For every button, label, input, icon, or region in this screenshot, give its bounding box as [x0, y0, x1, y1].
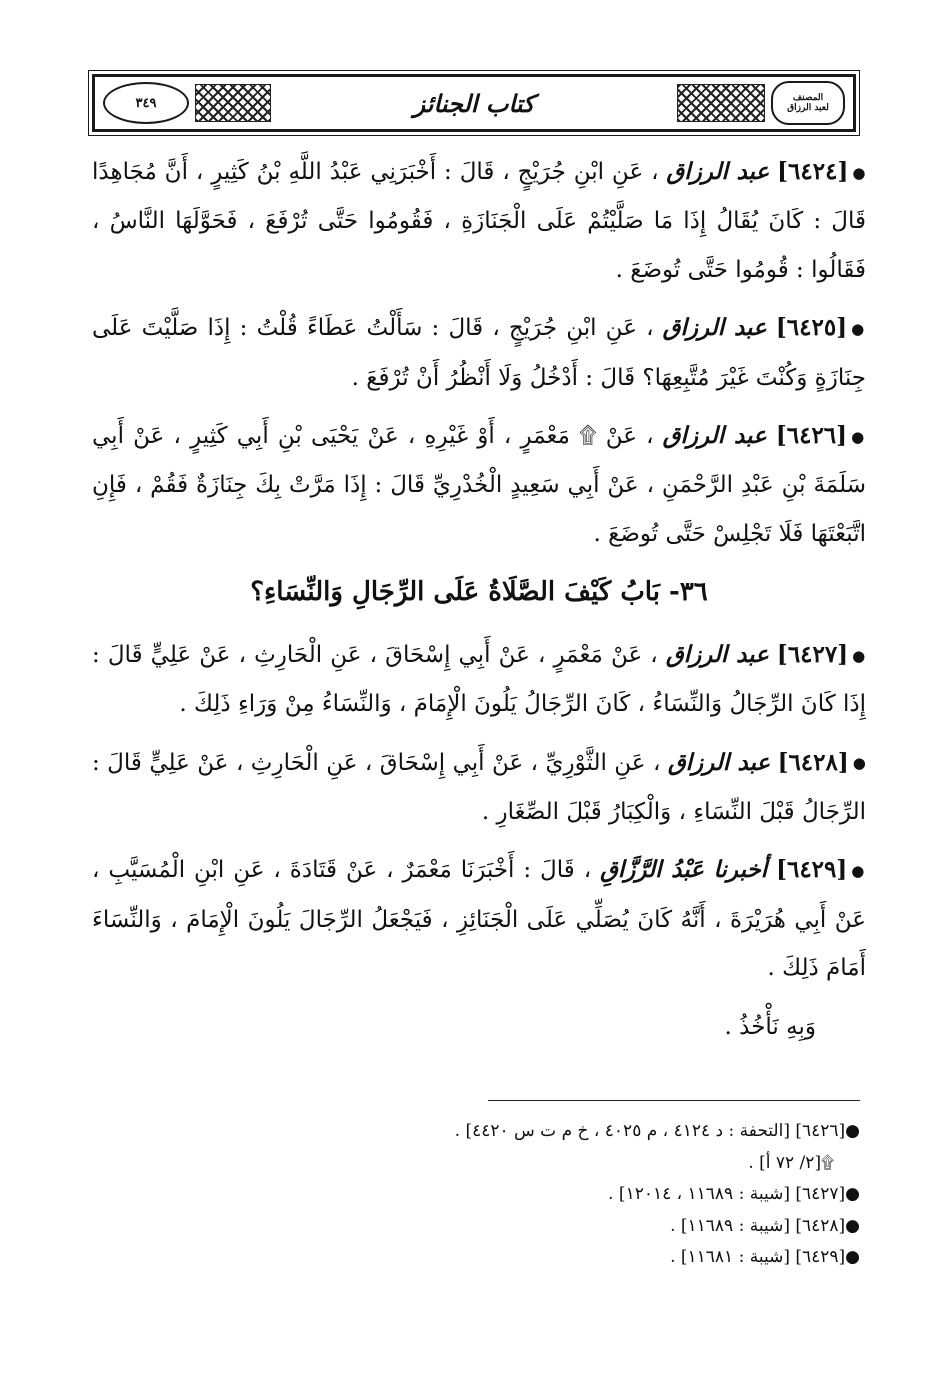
- hadith-number: [٦٤٢٤]: [777, 158, 849, 185]
- footnote-divider: [488, 1100, 860, 1101]
- emblem-line-1: المصنف: [792, 92, 824, 103]
- narrator: عبد الرزاق: [662, 314, 767, 342]
- closing-line: وَبِهِ نَأْخُذُ .: [724, 1013, 816, 1040]
- hadith-text: ، عَنِ ابْنِ جُرَيْجٍ ، قَالَ : سَأَلْتُ عَطَاءً قُلْتُ : إِذَا صَلَّيْتَ عَلَى جِنَازَةٍ وَكُنْتَ غَيْرَ مُتَّبِعِهَا؟ قَالَ : أَدْخُلُ وَلَا أَنْظُرُ أَنْ تُرْفَعَ .: [92, 315, 866, 391]
- bullet-icon: ●: [851, 427, 866, 446]
- footnote-6428: ●[٦٤٢٨] [شيبة : ١١٦٨٩] .: [670, 1215, 860, 1236]
- hadith-number: [٦٤٢٥]: [775, 314, 848, 342]
- ornament-pattern-icon: [195, 84, 271, 122]
- footnotes: [100, 1116, 860, 1274]
- page-number: ٣٤٩: [103, 82, 189, 124]
- hadith-6427: [92, 631, 866, 729]
- hadith-6424: [92, 148, 866, 294]
- bullet-icon: ●: [852, 754, 866, 773]
- chapter-title: كتاب الجنائز: [413, 88, 535, 118]
- narrator: عبد الرزاق: [665, 640, 769, 668]
- header-right-ornament: [677, 83, 845, 123]
- bullet-icon: ●: [852, 163, 867, 182]
- bullet-icon: ●: [852, 646, 867, 665]
- narrator: عبد الرزاق: [666, 158, 770, 185]
- hadith-text: ، قَالَ : أَخْبَرَنَا مَعْمَرٌ ، عَنْ قَتَادَةَ ، عَنِ ابْنِ الْمُسَيَّبِ ، عَنْ أَبِي هُرَيْرَةَ ، أَنَّهُ كَانَ يُصَلِّي عَلَى الْجَنَائِزِ ، فَيَجْعَلُ الرِّجَالَ يَلُونَ الْإِمَامَ ، وَالنِّسَاءَ أَمَامَ ذَلِكَ .: [92, 857, 866, 981]
- hadith-6426: [92, 412, 866, 558]
- section-heading: ٣٦- بَابُ كَيْفَ الصَّلَاةُ عَلَى الرِّجَالِ وَالنِّسَاءِ؟: [250, 577, 708, 608]
- book-emblem: [771, 81, 845, 125]
- header-left-ornament: [103, 83, 271, 123]
- hadith-number: [٦٤٢٩]: [776, 856, 848, 884]
- hadith-6428: [92, 739, 866, 837]
- main-text: [92, 148, 866, 1061]
- footnote-6427: ●[٦٤٢٧] [شيبة : ١١٦٨٩ ، ١٢٠١٤] .: [608, 1184, 860, 1204]
- bullet-icon: ●: [851, 320, 867, 338]
- footnote-folio: ۩[٢/ ٧٢ أ] .: [748, 1152, 834, 1173]
- narrator: عبد الرزاق: [662, 422, 767, 449]
- hadith-6425: [92, 304, 866, 402]
- running-header: [92, 74, 856, 132]
- hadith-text: ، عَنِ الثَّوْرِيِّ ، عَنْ أَبِي إِسْحَاقَ ، عَنِ الْحَارِثِ ، عَنْ عَلِيٍّ قَالَ : الرِّجَالُ قَبْلَ النِّسَاءِ ، وَالْكِبَارُ قَبْلَ الصِّغَارِ .: [92, 749, 866, 825]
- narrator: عبد الرزاق: [667, 748, 771, 776]
- hadith-text: ، عَنْ مَعْمَرٍ ، عَنْ أَبِي إِسْحَاقَ ، عَنِ الْحَارِثِ ، عَنْ عَلِيٍّ قَالَ : إِذَا كَانَ الرِّجَالُ وَالنِّسَاءُ ، كَانَ الرِّجَالُ يَلُونَ الْإِمَامَ ، وَالنِّسَاءُ مِنْ وَرَاءِ ذَلِكَ .: [92, 641, 866, 717]
- hadith-number: [٦٤٢٦]: [775, 422, 848, 449]
- footnote-6429: ●[٦٤٢٩] [شيبة : ١١٦٨١] .: [670, 1247, 860, 1267]
- hadith-number: [٦٤٢٨]: [777, 748, 849, 776]
- hadith-text: ، عَنِ ابْنِ جُرَيْجٍ ، قَالَ : أَخْبَرَنِي عَبْدُ اللَّهِ بْنُ كَثِيرٍ ، أَنَّ مُجَاهِدًا قَالَ : كَانَ يُقَالُ إِذَا مَا صَلَّيْتُمْ عَلَى الْجَنَازَةِ ، فَقُومُوا حَتَّى تُرْفَعَ ، فَحَوَّلَهَا النَّاسُ ، فَقَالُوا : قُومُوا حَتَّى تُوضَعَ .: [92, 159, 866, 283]
- narrator: أخبرنا عَبْدُ الرَّزَّاقِ: [600, 856, 768, 884]
- footnote-6426: ●[٦٤٢٦] [التحفة : د ٤١٢٤ ، م ٤٠٢٥ ، خ م ت س ٤٤٢٠] .: [454, 1121, 860, 1141]
- bullet-icon: ●: [851, 862, 866, 880]
- emblem-line-2: لعبد الرزاق: [787, 103, 829, 113]
- hadith-6429: [92, 846, 866, 992]
- hadith-number: [٦٤٢٧]: [776, 640, 849, 668]
- hadith-text: ، عَنْ ۩ مَعْمَرٍ ، أَوْ غَيْرِهِ ، عَنْ يَحْيَى بْنِ أَبِي كَثِيرٍ ، عَنْ أَبِي سَلَمَةَ بْنِ عَبْدِ الرَّحْمَنِ ، عَنْ أَبِي سَعِيدٍ الْخُدْرِيِّ قَالَ : إِذَا مَرَّتْ بِكَ جِنَازَةٌ فَقُمْ ، فَإِنِ اتَّبَعْتَهَا فَلَا تَجْلِسْ حَتَّى تُوضَعَ .: [92, 423, 866, 547]
- ornament-pattern-icon: [677, 84, 765, 122]
